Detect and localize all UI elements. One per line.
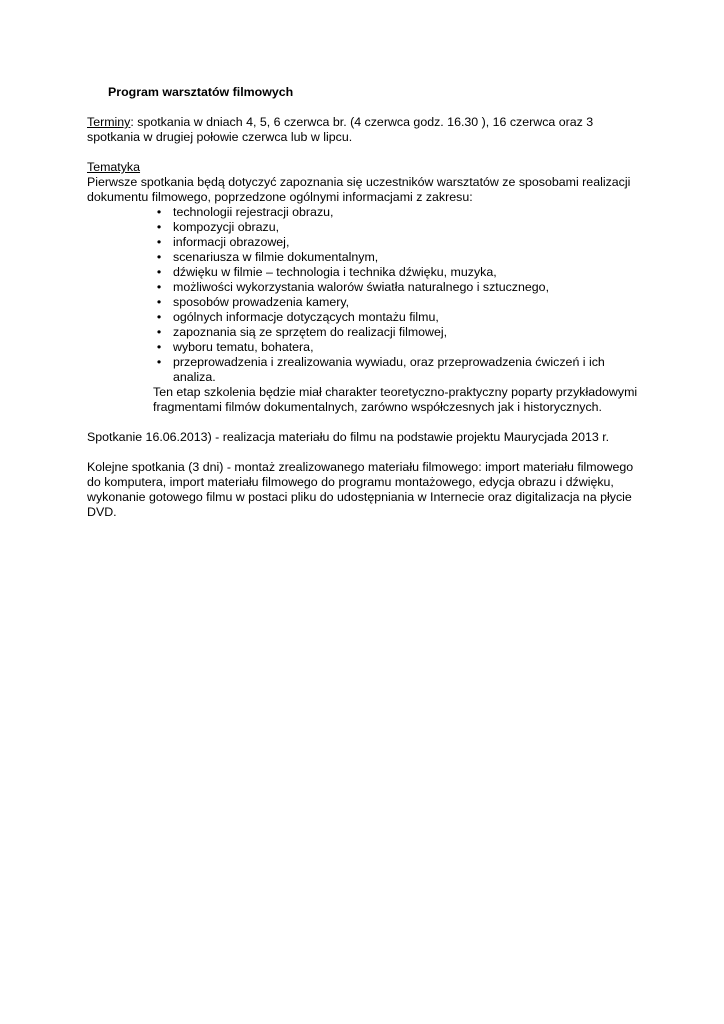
kolejne-paragraph: Kolejne spotkania (3 dni) - montaż zrealizowanego materiału filmowego: import materiału filmowego do komputera, import materiału filmowego do programu montażowego, edycja obrazu i dźwięku, wykonanie gotowego filmu w postaci pliku do udostępniania w Internecie oraz digitalizacja na płycie DVD. [87, 460, 634, 519]
list-item-text: kompozycji obrazu, [173, 220, 280, 234]
list-item-text: wyboru tematu, bohatera, [173, 340, 314, 354]
topics-list [87, 205, 647, 385]
spacer [87, 445, 647, 460]
list-item [156, 325, 647, 340]
document-body [87, 85, 647, 520]
terminy-paragraph [87, 115, 647, 145]
bullet-icon: • [156, 280, 162, 294]
list-item [156, 220, 647, 235]
list-item [156, 280, 647, 295]
spotkanie-paragraph: Spotkanie 16.06.2013) - realizacja materiału do filmu na podstawie projektu Maurycjada 2013 r. [87, 430, 610, 444]
spacer [87, 145, 647, 160]
list-item [156, 310, 647, 325]
bullet-icon: • [156, 340, 162, 354]
list-item [156, 340, 647, 355]
list-item-text: technologii rejestracji obrazu, [173, 205, 334, 219]
bullet-icon: • [156, 235, 162, 249]
bullet-icon: • [156, 310, 162, 324]
tematyka-intro: Pierwsze spotkania będą dotyczyć zapoznania się uczestników warsztatów ze sposobami realizacji dokumentu filmowego, poprzedzone ogólnymi informacjami z zakresu: [87, 175, 631, 204]
list-item-text: ogólnych informacje dotyczących montażu filmu, [173, 310, 439, 324]
bullet-icon: • [156, 250, 162, 264]
list-item-text: sposobów prowadzenia kamery, [173, 295, 350, 309]
bullet-icon: • [156, 265, 162, 279]
list-item-text: zapoznania sią ze sprzętem do realizacji filmowej, [173, 325, 448, 339]
list-item [156, 250, 647, 265]
terminy-label: Terminy [87, 115, 131, 129]
list-item [156, 355, 647, 385]
bullet-icon: • [156, 355, 162, 369]
tematyka-summary: Ten etap szkolenia będzie miał charakter teoretyczno-praktyczny poparty przykładowymi fragmentami filmów dokumentalnych, zarówno współczesnych jak i historycznych. [153, 385, 638, 414]
bullet-icon: • [156, 220, 162, 234]
list-item [156, 295, 647, 310]
list-item [156, 205, 647, 220]
tematyka-heading: Tematyka [87, 160, 141, 174]
bullet-icon: • [156, 295, 162, 309]
list-item [156, 235, 647, 250]
document-title: Program warsztatów filmowych [108, 85, 294, 99]
list-item [156, 265, 647, 280]
bullet-icon: • [156, 325, 162, 339]
spacer [87, 415, 647, 430]
list-item-text: przeprowadzenia i zrealizowania wywiadu, oraz przeprowadzenia ćwiczeń i ich analiza. [173, 355, 605, 384]
list-item-text: informacji obrazowej, [173, 235, 290, 249]
list-item-text: scenariusza w filmie dokumentalnym, [173, 250, 379, 264]
list-item-text: dźwięku w filmie – technologia i technika dźwięku, muzyka, [173, 265, 497, 279]
spacer [87, 100, 647, 115]
bullet-icon: • [156, 205, 162, 219]
terminy-text: : spotkania w dniach 4, 5, 6 czerwca br. (4 czerwca godz. 16.30 ), 16 czerwca oraz 3 spotkania w drugiej połowie czerwca lub w lipcu. [87, 115, 594, 144]
list-item-text: możliwości wykorzystania walorów światła naturalnego i sztucznego, [173, 280, 550, 294]
